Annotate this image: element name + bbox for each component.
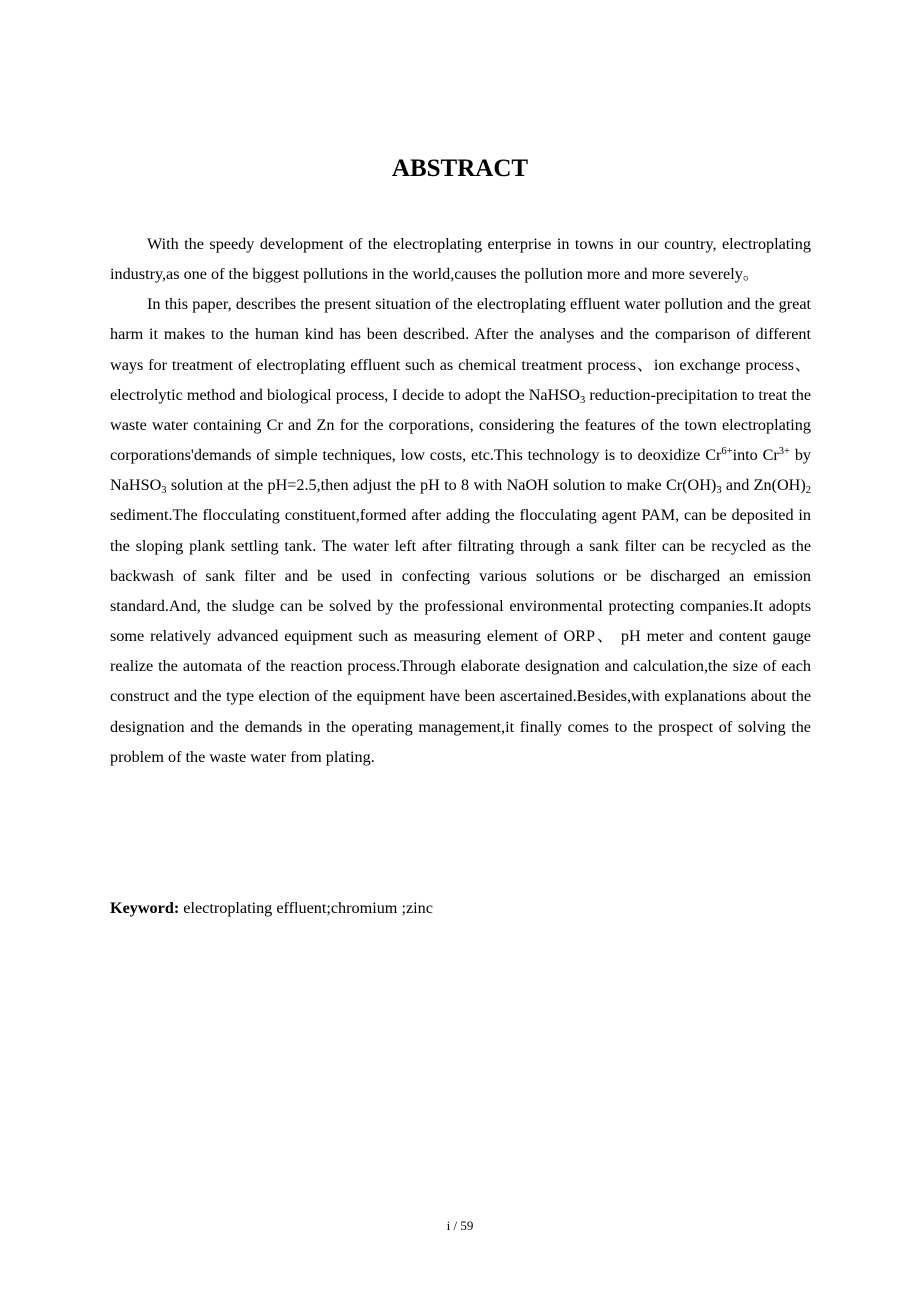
subscript: 3	[716, 485, 722, 497]
paragraph-text: In this paper, describes the present situation of the electroplating effluent water pollution and the great harm it makes to the human kind has been described. After the analyses and the comparison of different ways for treatment of electroplating effluent such as chemical treatment process、ion exchange process、electrolytic method and biological process, I decide to adopt the NaHSO	[110, 295, 811, 404]
abstract-title: ABSTRACT	[391, 155, 529, 182]
keywords-label: Keyword:	[110, 899, 180, 917]
paragraph-text: into Cr	[732, 446, 779, 465]
superscript: 6+	[721, 446, 733, 458]
abstract-paragraph	[110, 289, 811, 772]
abstract-paragraph	[110, 229, 811, 289]
keywords-line	[110, 893, 811, 923]
paragraph-text: solution at the pH=2.5,then adjust the pH to 8 with NaOH solution to make Cr(OH)	[166, 476, 717, 495]
abstract-body	[110, 229, 811, 772]
subscript: 3	[161, 485, 167, 497]
keywords-value: electroplating effluent;chromium ;zinc	[179, 899, 433, 917]
subscript: 3	[580, 394, 586, 406]
paragraph-text: With the speedy development of the electroplating enterprise in towns in our country, electroplating industry,as one of the biggest pollutions in the world,causes the pollution more and more severely。	[110, 235, 811, 284]
superscript: 3+	[778, 446, 790, 458]
paragraph-text: by NaHSO	[110, 446, 811, 495]
paragraph-text: and Zn(OH)	[721, 476, 806, 495]
paragraph-text: reduction-precipitation to treat the waste water containing Cr and Zn for the corporations, considering the features of the town electroplating corporations'demands of simple techniques, low costs, etc.This technology is to deoxidize Cr	[110, 385, 812, 465]
page-number: i / 59	[446, 1218, 474, 1233]
subscript: 2	[805, 485, 812, 497]
paragraph-text: sediment.The flocculating constituent,formed after adding the flocculating agent PAM, can be deposited in the sloping plank settling tank. The water left after filtrating through a sank filter can be recycled as the backwash of sank filter and be used in confecting various solutions or be discharged an emission standard.And, the sludge can be solved by the professional environmental protecting companies.It adopts some relatively advanced equipment such as measuring element of ORP、 pH meter and content gauge realize the automata of the reaction process.Through elaborate designation and calculation,the size of each construct and the type election of the equipment have been ascertained.Besides,with explanations about the designation and the demands in the operating management,it finally comes to the prospect of solving the problem of the waste water from plating.	[110, 506, 811, 766]
